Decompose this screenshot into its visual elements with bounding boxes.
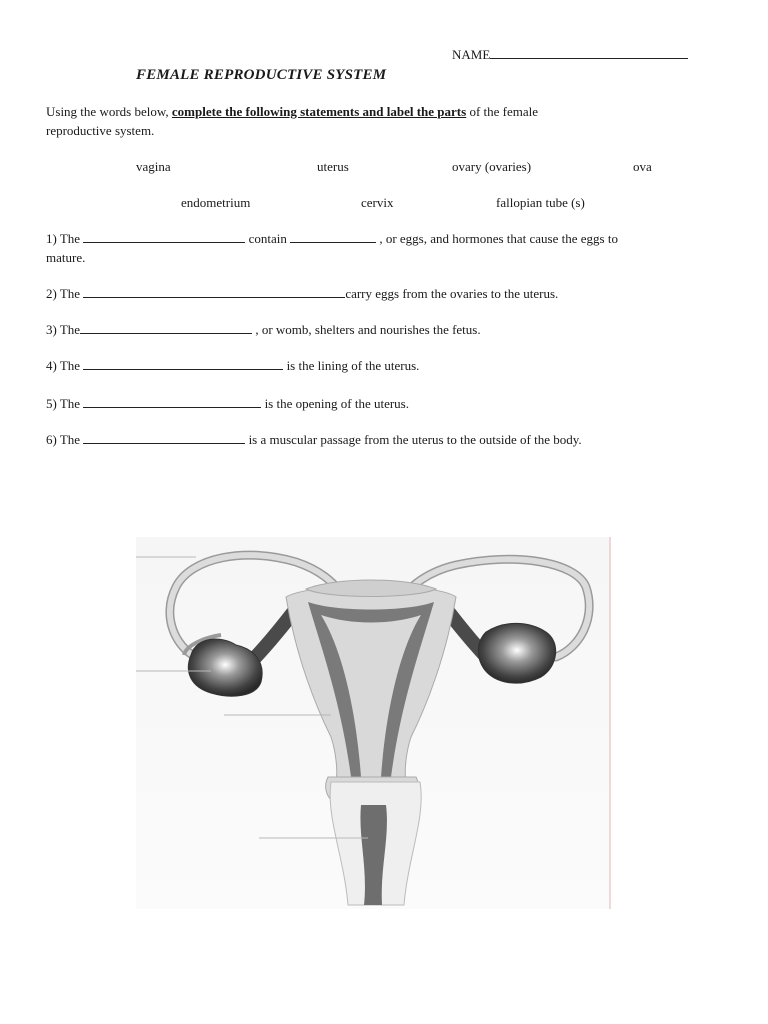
question-1 (46, 231, 618, 247)
question-4-prefix: 4) The (46, 358, 84, 373)
question-1-blank-b[interactable] (290, 231, 376, 243)
question-3-after: , or womb, shelters and nourishes the fetus. (252, 322, 481, 337)
question-1-mid: contain (245, 231, 291, 246)
reproductive-system-diagram (136, 537, 611, 909)
question-5 (46, 396, 409, 412)
question-4-after: is the lining of the uterus. (283, 358, 420, 373)
question-4 (46, 358, 419, 374)
question-6-after: is a muscular passage from the uterus to the outside of the body. (245, 432, 582, 447)
word-ova: ova (633, 159, 652, 174)
question-2 (46, 286, 558, 302)
question-3 (46, 322, 481, 338)
word-fallopian-tube: fallopian tube (s) (496, 195, 585, 210)
page-title: FEMALE REPRODUCTIVE SYSTEM (136, 67, 387, 83)
instructions-suffix: of the female (466, 104, 539, 119)
instructions-prefix: Using the words below, (46, 104, 172, 119)
right-ovary (478, 623, 555, 683)
instructions-line-1 (46, 104, 538, 120)
question-1-continued: mature. (46, 250, 86, 265)
question-3-prefix: 3) The (46, 322, 81, 337)
instructions-line-2: reproductive system. (46, 123, 155, 138)
word-cervix: cervix (361, 195, 394, 210)
question-3-blank[interactable] (80, 322, 252, 334)
question-2-prefix: 2) The (46, 286, 84, 301)
name-blank[interactable] (490, 47, 688, 59)
word-endometrium: endometrium (181, 195, 251, 210)
word-vagina: vagina (136, 159, 171, 174)
question-2-blank[interactable] (83, 286, 345, 298)
name-field[interactable] (452, 47, 688, 63)
question-1-prefix: 1) The (46, 231, 84, 246)
question-5-prefix: 5) The (46, 396, 84, 411)
question-4-blank[interactable] (83, 358, 283, 370)
word-uterus: uterus (317, 159, 349, 174)
question-5-after: is the opening of the uterus. (261, 396, 409, 411)
question-2-after: carry eggs from the ovaries to the uterus. (345, 286, 559, 301)
question-1-after: , or eggs, and hormones that cause the eggs to (376, 231, 618, 246)
question-6-prefix: 6) The (46, 432, 84, 447)
question-6-blank[interactable] (83, 432, 245, 444)
question-6 (46, 432, 582, 448)
word-ovary: ovary (ovaries) (452, 159, 532, 174)
name-label: NAME (452, 47, 491, 62)
question-1-blank-a[interactable] (83, 231, 245, 243)
instructions-emphasis: complete the following statements and label the parts (171, 104, 467, 119)
question-5-blank[interactable] (83, 396, 261, 408)
